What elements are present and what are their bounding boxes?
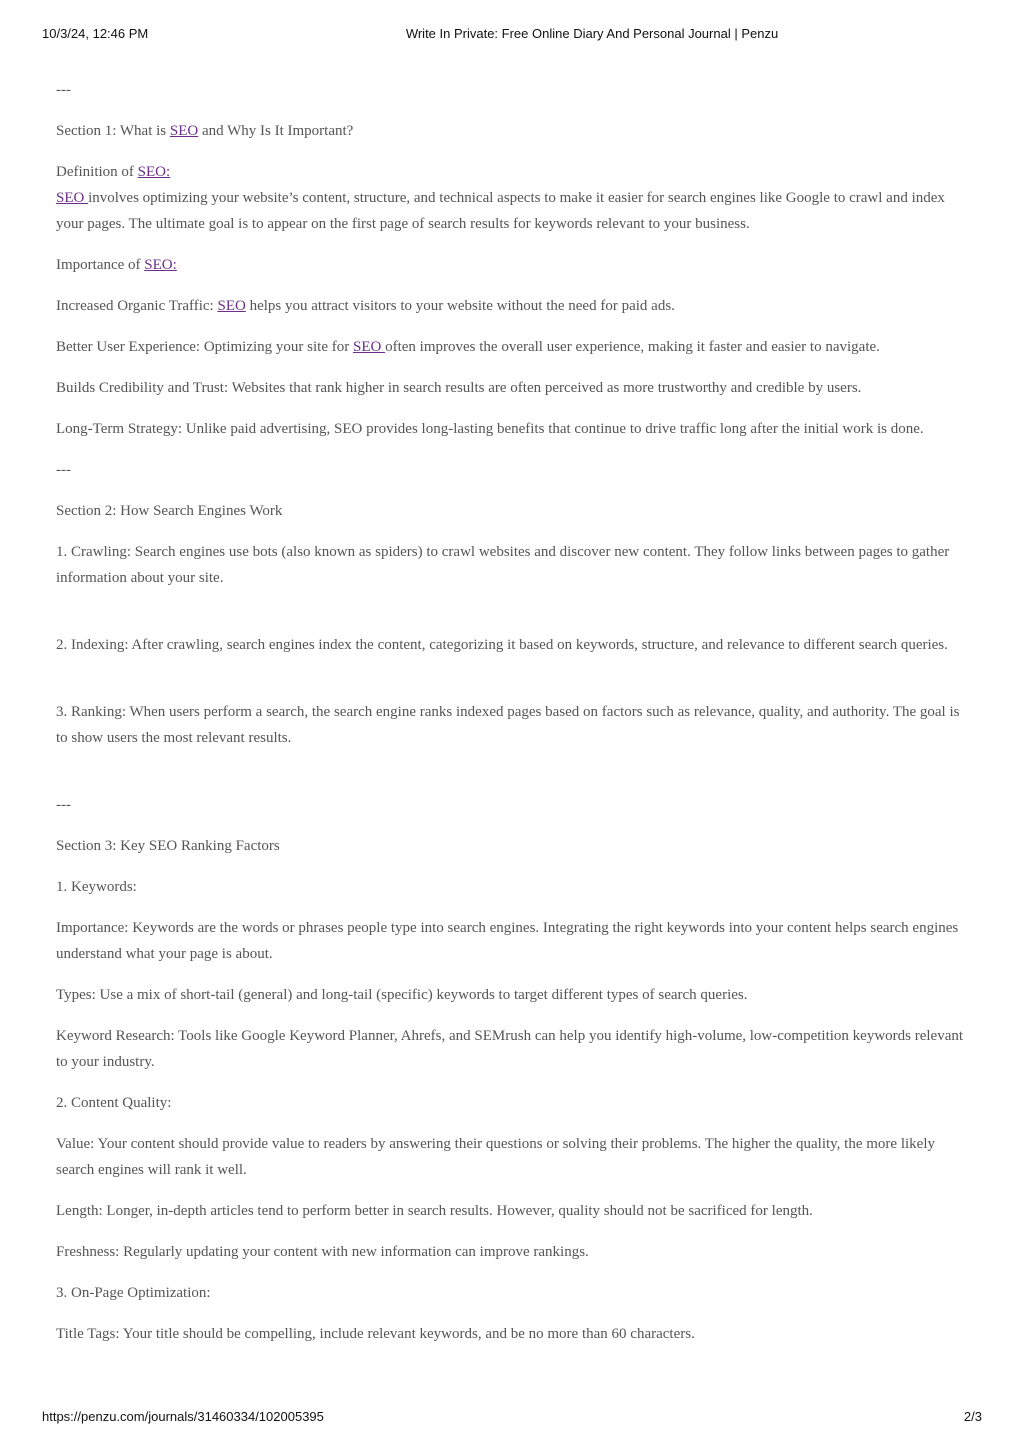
print-url: https://penzu.com/journals/31460334/102005395 xyxy=(42,1409,324,1424)
importance-heading: Importance of SEO: xyxy=(56,257,177,273)
print-page-title: Write In Private: Free Online Diary And Personal Journal | Penzu xyxy=(405,26,779,41)
print-header xyxy=(42,26,982,44)
paragraph: Title Tags: Your title should be compelling, include relevant keywords, and be no more than 60 characters. xyxy=(56,1326,695,1342)
print-footer xyxy=(42,1409,982,1427)
section-heading: Section 2: How Search Engines Work xyxy=(56,503,283,519)
section-heading: Section 1: What is SEO and Why Is It Important? xyxy=(56,123,354,139)
paragraph: Types: Use a mix of short-tail (general) and long-tail (specific) keywords to target different types of search queries. xyxy=(56,987,748,1003)
separator: --- xyxy=(56,462,71,478)
paragraph: Long-Term Strategy: Unlike paid advertising, SEO provides long-lasting benefits that continue to drive traffic long after the initial work is done. xyxy=(56,421,924,437)
page-number: 2/3 xyxy=(963,1409,982,1424)
paragraph: Keyword Research: Tools like Google Keyword Planner, Ahrefs, and SEMrush can help you identify high-volume, low-competition keywords relevant to your industry. xyxy=(56,1028,964,1070)
subheading: 2. Content Quality: xyxy=(56,1095,172,1111)
seo-link[interactable]: SEO: xyxy=(137,164,171,180)
seo-link[interactable]: SEO xyxy=(217,298,246,314)
journal-entry-body xyxy=(56,77,972,1362)
paragraph: Importance: Keywords are the words or phrases people type into search engines. Integrating the right keywords into your content helps search engines understand what your page is about. xyxy=(56,920,959,962)
paragraph: 3. Ranking: When users perform a search, the search engine ranks indexed pages based on factors such as relevance, quality, and authority. The goal is to show users the most relevant results. xyxy=(56,704,960,746)
subheading: 1. Keywords: xyxy=(56,879,137,895)
paragraph: 1. Crawling: Search engines use bots (also known as spiders) to crawl websites and discover new content. They follow links between pages to gather information about your site. xyxy=(56,544,950,586)
section-heading: Section 3: Key SEO Ranking Factors xyxy=(56,838,280,854)
seo-link[interactable]: SEO xyxy=(56,190,89,206)
seo-link[interactable]: SEO: xyxy=(144,257,177,273)
seo-link[interactable]: SEO xyxy=(353,339,386,355)
paragraph: Increased Organic Traffic: SEO helps you attract visitors to your website without the need for paid ads. xyxy=(56,298,675,314)
separator: --- xyxy=(56,82,71,98)
definition-paragraph: Definition of SEO: SEO involves optimizing your website’s content, structure, and technical aspects to make it easier for search engines like Google to crawl and index your pages. The ultimate goal is to appear on the first page of search results for keywords relevant to your business. xyxy=(56,164,945,232)
seo-link[interactable]: SEO xyxy=(169,123,199,139)
separator: --- xyxy=(56,797,71,813)
subheading: 3. On-Page Optimization: xyxy=(56,1285,211,1301)
paragraph: 2. Indexing: After crawling, search engines index the content, categorizing it based on keywords, structure, and relevance to different search queries. xyxy=(56,637,948,653)
print-datetime: 10/3/24, 12:46 PM xyxy=(42,26,149,41)
paragraph: Builds Credibility and Trust: Websites that rank higher in search results are often perceived as more trustworthy and credible by users. xyxy=(56,380,862,396)
paragraph: Freshness: Regularly updating your content with new information can improve rankings. xyxy=(56,1244,589,1260)
paragraph: Length: Longer, in-depth articles tend to perform better in search results. However, quality should not be sacrificed for length. xyxy=(56,1203,813,1219)
paragraph: Value: Your content should provide value to readers by answering their questions or solving their problems. The higher the quality, the more likely search engines will rank it well. xyxy=(56,1136,935,1178)
paragraph: Better User Experience: Optimizing your site for SEO often improves the overall user experience, making it faster and easier to navigate. xyxy=(56,339,880,355)
